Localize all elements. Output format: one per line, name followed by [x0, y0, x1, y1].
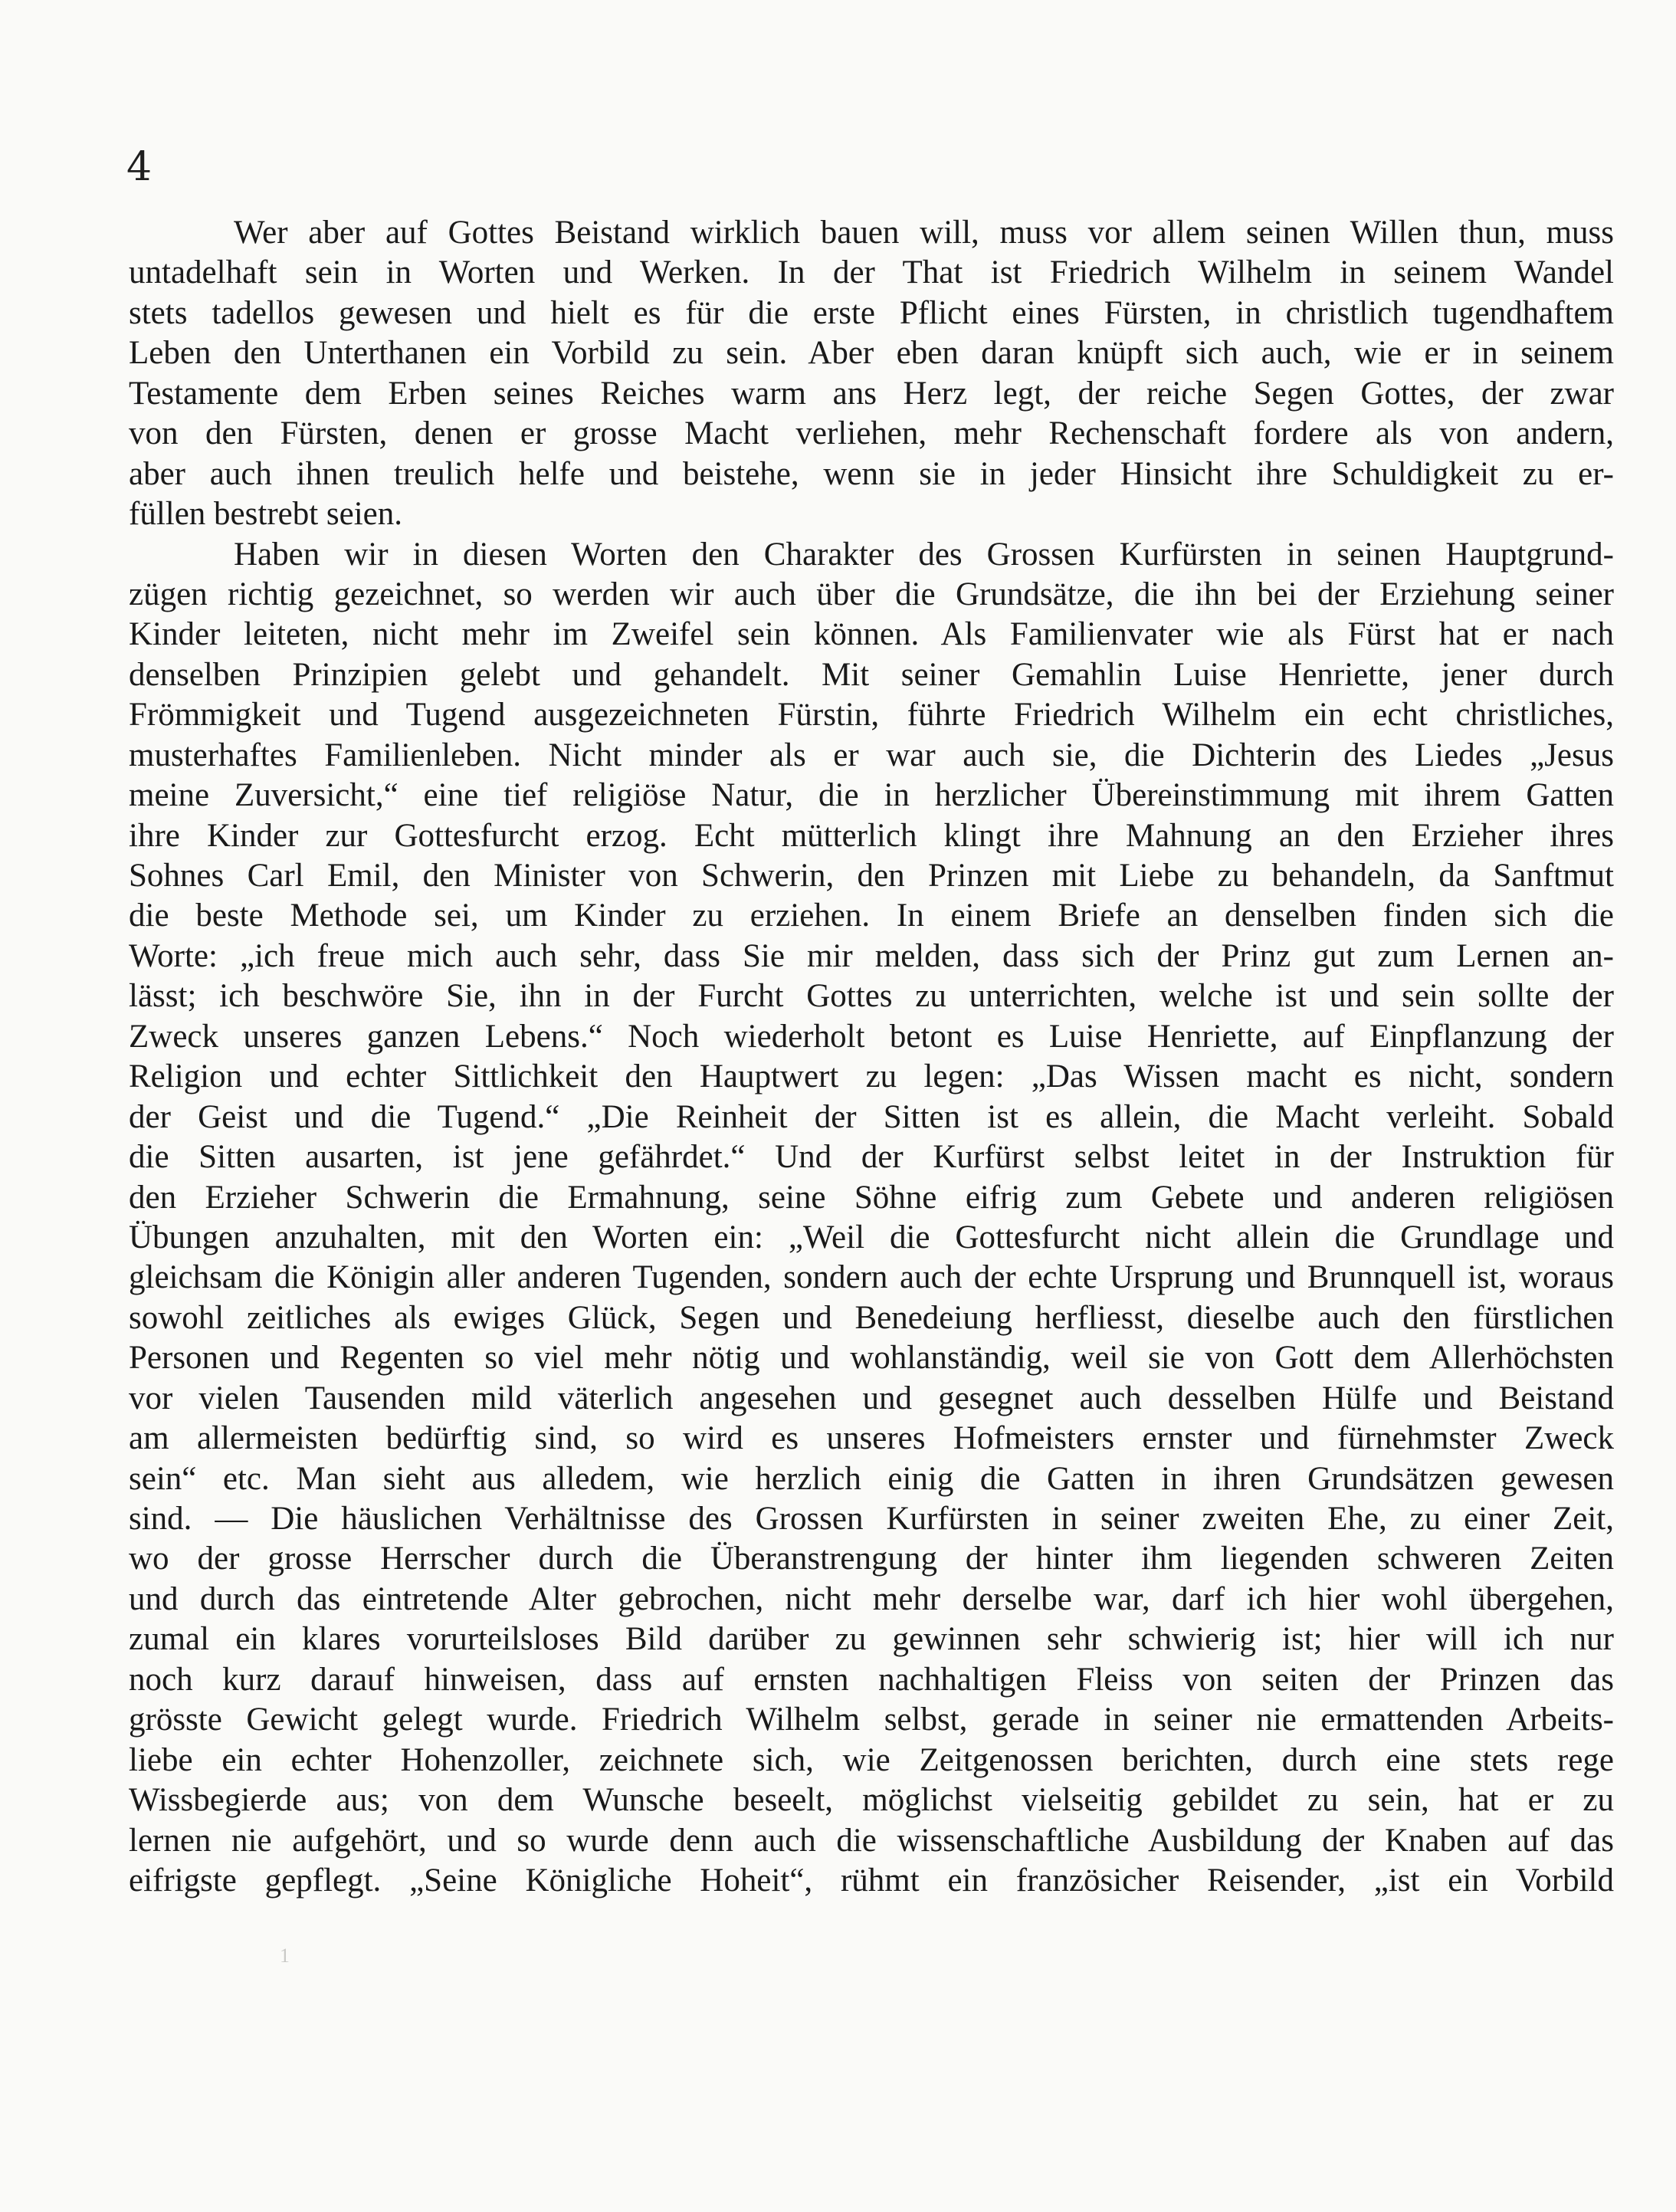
text-line: lernen nie aufgehört, und so wurde denn auch die wissenschaftliche Ausbildung der Knaben auf das: [129, 1822, 1614, 1859]
text-line: Worte: „ich freue mich auch sehr, dass Sie mir melden, dass sich der Prinz gut zum Lernen an-: [129, 937, 1614, 974]
text-line: Testamente dem Erben seines Reiches warm ans Herz legt, der reiche Segen Gottes, der zwar: [129, 375, 1614, 412]
text-line: liebe ein echter Hohenzoller, zeichnete sich, wie Zeitgenossen berichten, durch eine stets rege: [129, 1741, 1614, 1778]
text-line: denselben Prinzipien gelebt und gehandelt. Mit seiner Gemahlin Luise Henriette, jener durch: [129, 656, 1614, 693]
text-line: aber auch ihnen treulich helfe und beistehe, wenn sie in jeder Hinsicht ihre Schuldigkeit zu er-: [129, 455, 1614, 492]
text-line: Wissbegierde aus; von dem Wunsche beseelt, möglichst vielseitig gebildet zu sein, hat er zu: [129, 1782, 1614, 1819]
text-line: Zweck unseres ganzen Lebens.“ Noch wiederholt betont es Luise Henriette, auf Einpflanzung der: [129, 1018, 1614, 1055]
text-line: die beste Methode sei, um Kinder zu erziehen. In einem Briefe an denselben finden sich die: [129, 898, 1614, 934]
text-line: von den Fürsten, denen er grosse Macht verliehen, mehr Rechenschaft fordere als von andern,: [129, 415, 1614, 452]
text-line: am allermeisten bedürftig sind, so wird es unseres Hofmeisters ernster und fürnehmster Zweck: [129, 1420, 1614, 1457]
text-line: der Geist und die Tugend.“ „Die Reinheit der Sitten ist es allein, die Macht verleiht. Sobald: [129, 1098, 1614, 1135]
text-line: füllen bestrebt seien.: [129, 496, 403, 533]
text-line: Übungen anzuhalten, mit den Worten ein: „Weil die Gottesfurcht nicht allein die Grundlage und: [129, 1219, 1614, 1255]
text-line: meine Zuversicht,“ eine tief religiöse Natur, die in herzlicher Übereinstimmung mit ihrem Gatten: [129, 777, 1614, 814]
text-line: Personen und Regenten so viel mehr nötig und wohlanständig, weil sie von Gott dem Allerhöchsten: [129, 1340, 1614, 1377]
page-number: 4: [126, 144, 153, 190]
text-line: Wer aber auf Gottes Beistand wirklich bauen will, muss vor allem seinen Willen thun, muss: [234, 215, 1614, 251]
text-line: untadelhaft sein in Worten und Werken. In der That ist Friedrich Wilhelm in seinem Wandel: [129, 254, 1614, 291]
text-line: vor vielen Tausenden mild väterlich angesehen und gesegnet auch desselben Hülfe und Beistand: [129, 1380, 1614, 1416]
text-line: noch kurz darauf hinweisen, dass auf ernsten nachhaltigen Fleiss von seiten der Prinzen das: [129, 1661, 1614, 1698]
text-line: Sohnes Carl Emil, den Minister von Schwerin, den Prinzen mit Liebe zu behandeln, da Sanftmut: [129, 858, 1614, 894]
text-line: Haben wir in diesen Worten den Charakter des Grossen Kurfürsten in seinen Hauptgrund-: [234, 536, 1614, 573]
text-line: eifrigste gepflegt. „Seine Königliche Hoheit“, rühmt ein französicher Reisender, „ist ein Vorbild: [129, 1862, 1614, 1899]
text-line: lässt; ich beschwöre Sie, ihn in der Furcht Gottes zu unterrichten, welche ist und sein sollte der: [129, 978, 1614, 1015]
text-line: Religion und echter Sittlichkeit den Hauptwert zu legen: „Das Wissen macht es nicht, sondern: [129, 1058, 1614, 1095]
text-line: zügen richtig gezeichnet, so werden wir auch über die Grundsätze, die ihn bei der Erziehung seiner: [129, 576, 1614, 612]
text-line: den Erzieher Schwerin die Ermahnung, seine Söhne eifrig zum Gebete und anderen religiösen: [129, 1179, 1614, 1216]
text-line: Leben den Unterthanen ein Vorbild zu sein. Aber eben daran knüpft sich auch, wie er in seinem: [129, 335, 1614, 372]
text-line: die Sitten ausarten, ist jene gefährdet.“ Und der Kurfürst selbst leitet in der Instruktion für: [129, 1139, 1614, 1176]
text-line: ihre Kinder zur Gottesfurcht erzog. Echt mütterlich klingt ihre Mahnung an den Erzieher ihres: [129, 817, 1614, 854]
text-line: grösste Gewicht gelegt wurde. Friedrich Wilhelm selbst, gerade in seiner nie ermattenden Arbeits-: [129, 1702, 1614, 1738]
text-line: musterhaftes Familienleben. Nicht minder als er war auch sie, die Dichterin des Liedes „Jesus: [129, 737, 1614, 773]
text-line: zumal ein klares vorurteilsloses Bild darüber zu gewinnen sehr schwierig ist; hier will ich nur: [129, 1621, 1614, 1658]
text-line: stets tadellos gewesen und hielt es für die erste Pflicht eines Fürsten, in christlich tugendhaftem: [129, 294, 1614, 331]
body-text: [129, 213, 1614, 1901]
text-line: sowohl zeitliches als ewiges Glück, Segen und Benedeiung herfliesst, dieselbe auch den fürstlichen: [129, 1299, 1614, 1336]
text-line: Kinder leiteten, nicht mehr im Zweifel sein können. Als Familienvater wie als Fürst hat er nach: [129, 616, 1614, 653]
text-line: Frömmigkeit und Tugend ausgezeichneten Fürstin, führte Friedrich Wilhelm ein echt christliches,: [129, 697, 1614, 734]
text-line: sein“ etc. Man sieht aus alledem, wie herzlich einig die Gatten in ihren Grundsätzen gewesen: [129, 1460, 1614, 1497]
text-line: und durch das eintretende Alter gebrochen, nicht mehr derselbe war, darf ich hier wohl übergehen,: [129, 1580, 1614, 1617]
text-line: gleichsam die Königin aller anderen Tugenden, sondern auch der echte Ursprung und Brunnquell ist, woraus: [129, 1259, 1614, 1296]
text-line: wo der grosse Herrscher durch die Überanstrengung der hinter ihm liegenden schweren Zeiten: [129, 1541, 1614, 1577]
text-line: sind. — Die häuslichen Verhältnisse des Grossen Kurfürsten in seiner zweiten Ehe, zu einer Zeit,: [129, 1501, 1614, 1537]
signature-mark: 1: [280, 1945, 290, 1967]
